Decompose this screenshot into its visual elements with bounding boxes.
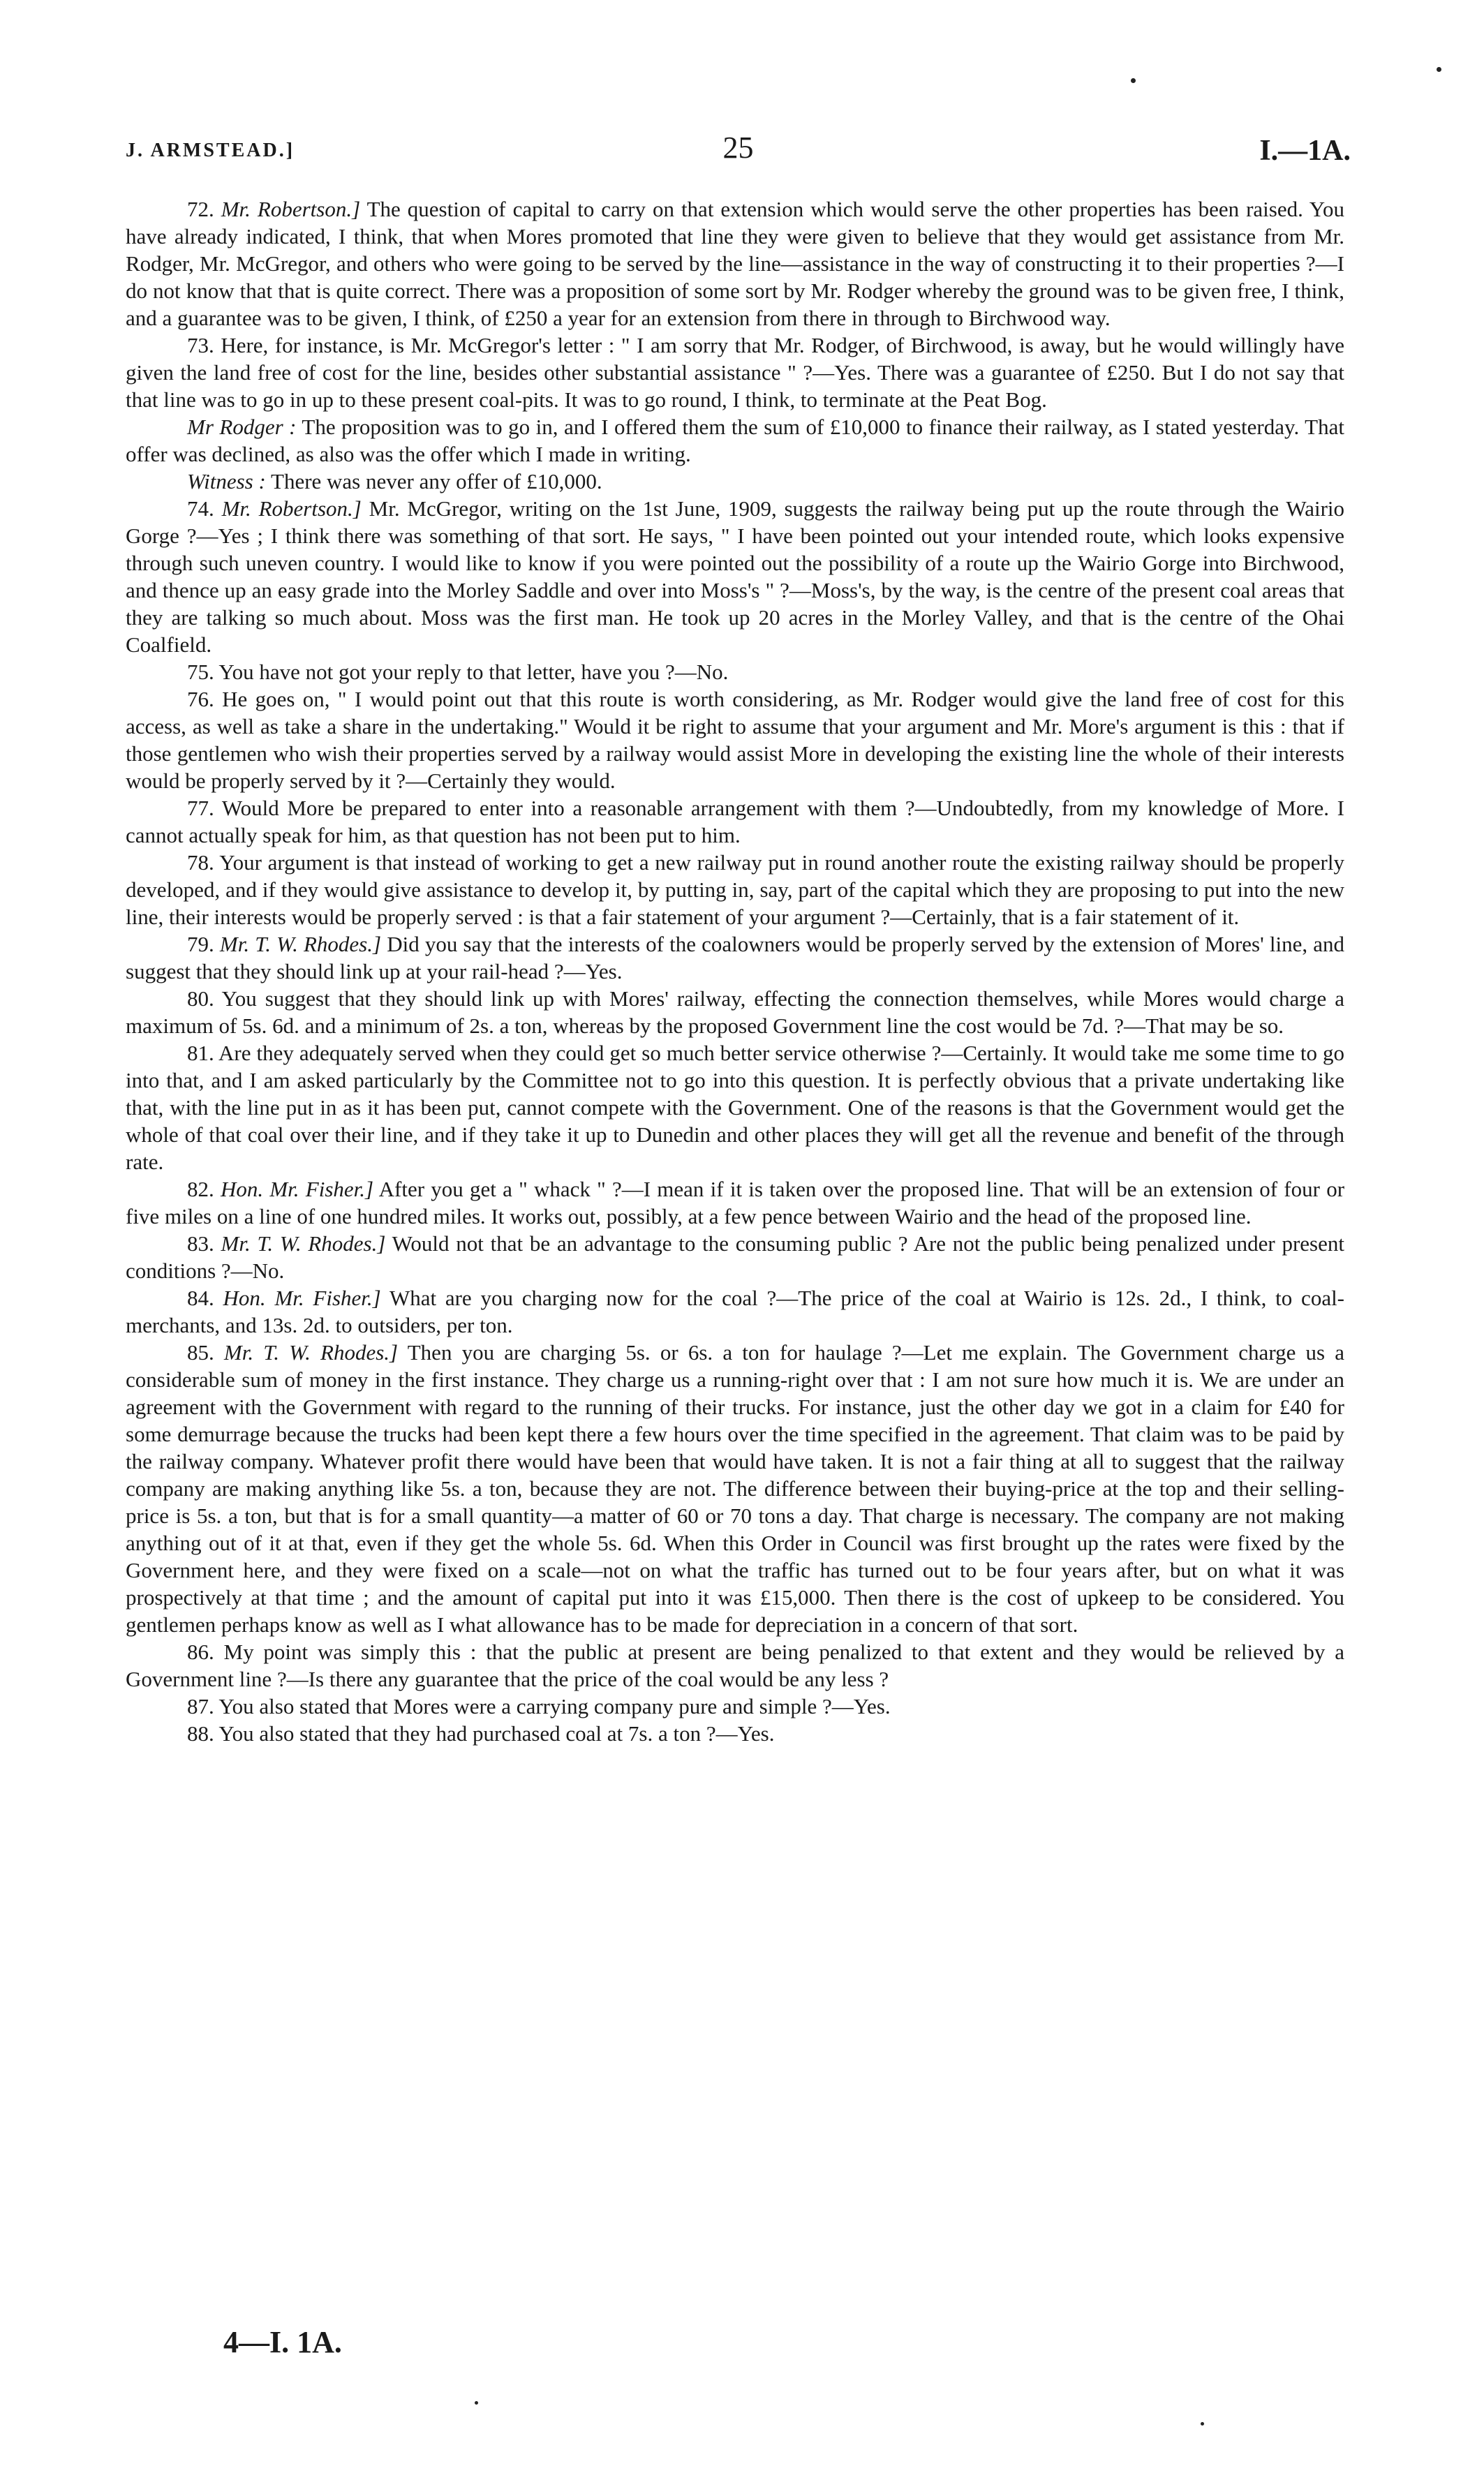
speaker-name: Mr Rodger :: [187, 415, 297, 439]
speck-mark: [1201, 2422, 1204, 2426]
paragraph-text: You suggest that they should link up with Mores' railway, effecting the connection themselves, while Mores would charge a maximum of 5s. 6d. and a minimum of 2s. a ton, whereas by the proposed Government line the cost would be 7d. ?—That may be so.: [126, 986, 1344, 1038]
question-number: 81.: [187, 1041, 214, 1065]
testimony-paragraph: [126, 794, 1344, 849]
paragraph-text: My point was simply this : that the public at present are being penalized to that extent and they would be relieved by a Government line ?—Is there any guarantee that the price of the coal would be any less ?: [126, 1640, 1344, 1691]
testimony-paragraph: [126, 1230, 1344, 1284]
question-number: 85.: [187, 1340, 214, 1365]
signature-mark: 4—I. 1A.: [223, 2325, 342, 2359]
testimony-paragraph: [126, 413, 1344, 468]
paragraph-text: What are you charging now for the coal ?—The price of the coal at Wairio is 12s. 2d., I think, to coal-merchants, and 13s. 2d. to outsiders, per ton.: [126, 1286, 1345, 1337]
speaker-name: Mr. T. W. Rhodes.]: [223, 1340, 399, 1365]
speck-mark: [1437, 67, 1441, 72]
paragraph-text: Then you are charging 5s. or 6s. a ton for haulage ?—Let me explain. The Government charge us a considerable sum of money in the first instance. They charge us a running-right over that : I am not sure how much it is. We are under an agreement with the Government with regard to the running of their trucks. For instance, just the other day we got in a claim for £40 for some demurrage because the trucks had been kept there a few hours over the time specified in the agreement. That claim was to be paid by the railway company. Whatever profit there would have been that would have taken. It is not a fair thing at all to suggest that the railway company are making anything like 5s. a ton, because they are not. The difference between their buying-price at the top and their selling-price is 5s. a ton, but that is for a small quantity—a matter of 60 or 70 tons a day. That charge is necessary. The company are not making anything out of it at that, even if they get the whole 5s. 6d. When this Order in Council was first brought up the rates were fixed by the Government here, and they were fixed on a scale—not on what the traffic has turned out to be four years after, but on what it was prospectively at that time ; and the amount of capital put into it was £15,000. Then there is the cost of upkeep to be considered. You gentlemen perhaps know as well as I what allowance has to be made for depreciation in a concern of that sort.: [126, 1340, 1345, 1637]
paragraph-text: Would not that be an advantage to the consuming public ? Are not the public being penalized under present conditions ?—No.: [126, 1231, 1344, 1283]
testimony-paragraph: [126, 658, 1344, 685]
paper-reference: I.—1A.: [1259, 135, 1351, 167]
speaker-name: Hon. Mr. Fisher.]: [220, 1177, 374, 1201]
question-number: 88.: [187, 1721, 214, 1746]
question-number: 84.: [187, 1286, 214, 1310]
speaker-name: Mr. T. W. Rhodes.]: [219, 932, 382, 956]
testimony-paragraph: [126, 1284, 1344, 1339]
speaker-name: Mr. Robertson.]: [221, 197, 361, 221]
question-number: 78.: [187, 850, 214, 875]
question-number: 75.: [187, 660, 214, 684]
paragraph-text: Would More be prepared to enter into a reasonable arrangement with them ?—Undoubtedly, from my knowledge of More. I cannot actually speak for him, as that question has not been put to him.: [126, 796, 1344, 847]
question-number: 82.: [187, 1177, 214, 1201]
question-number: 74.: [187, 496, 214, 521]
question-number: 79.: [187, 932, 214, 956]
speck-mark: [475, 2401, 478, 2405]
page-header: [126, 130, 1351, 172]
paragraph-text: After you get a " whack " ?—I mean if it is taken over the proposed line. That will be an extension of four or five miles on a line of one hundred miles. It works out, possibly, at a few pence between Wairio and the head of the proposed line.: [126, 1177, 1345, 1228]
testimony-paragraph: [126, 1039, 1344, 1175]
speaker-name: Hon. Mr. Fisher.]: [223, 1286, 381, 1310]
testimony-paragraph: [126, 985, 1344, 1039]
speaker-name: Witness :: [187, 469, 266, 493]
question-number: 83.: [187, 1231, 214, 1256]
testimony-paragraph: [126, 195, 1344, 332]
testimony-paragraph: [126, 1693, 1344, 1720]
question-number: 73.: [187, 333, 214, 357]
paragraph-text: You have not got your reply to that letter, have you ?—No.: [214, 660, 729, 684]
testimony-paragraph: [126, 849, 1344, 930]
witness-name: J. ARMSTEAD.]: [126, 140, 295, 161]
page-number: 25: [722, 131, 754, 165]
paragraph-text: Your argument is that instead of working to get a new railway put in round another route the existing railway should be properly developed, and if they would give assistance to develop it, by putting in, say, part of the capital which they are proposing to put into the new line, their interests would be properly served : is that a fair statement of your argument ?—Certainly, that is a fair statement of it.: [126, 850, 1344, 929]
testimony-paragraph: [126, 1175, 1344, 1230]
paragraph-text: Mr. McGregor, writing on the 1st June, 1909, suggests the railway being put up the route through the Wairio Gorge ?—Yes ; I think there was something of that sort. He says, " I have been pointed out your intended route, which looks expensive through such uneven country. I would like to know if you were pointed out the possibility of a route up the Wairio Gorge into Birchwood, and thence up an easy grade into the Morley Saddle and over into Moss's " ?—Moss's, by the way, is the centre of the present coal areas that they are talking so much about. Moss was the first man. He took up 20 acres in the Morley Valley, and that is the centre of the Ohai Coalfield.: [126, 496, 1344, 657]
testimony-paragraph: [126, 930, 1344, 985]
question-number: 77.: [187, 796, 214, 820]
testimony-paragraph: [126, 468, 1344, 495]
question-number: 76.: [187, 687, 214, 711]
paragraph-text: He goes on, " I would point out that this route is worth considering, as Mr. Rodger would give the land free of cost for this access, as well as take a share in the undertaking." Would it be right to assume that your argument and Mr. More's argument is this : that if those gentlemen who wish their properties served by a railway would assist More in developing the existing line the whole of their interests would be properly served by it ?—Certainly they would.: [126, 687, 1344, 793]
speck-mark: [1131, 78, 1136, 83]
testimony-paragraph: [126, 1638, 1344, 1693]
question-number: 86.: [187, 1640, 214, 1664]
paragraph-text: You also stated that they had purchased coal at 7s. a ton ?—Yes.: [214, 1721, 775, 1746]
testimony-paragraph: [126, 332, 1344, 413]
speaker-name: Mr. T. W. Rhodes.]: [221, 1231, 386, 1256]
testimony-paragraph: [126, 1720, 1344, 1747]
speaker-name: Mr. Robertson.]: [221, 496, 362, 521]
question-number: 72.: [187, 197, 214, 221]
testimony-paragraph: [126, 1339, 1344, 1638]
question-number: 87.: [187, 1694, 214, 1718]
testimony-paragraph: [126, 495, 1344, 658]
paragraph-text: The proposition was to go in, and I offered them the sum of £10,000 to finance their railway, as I stated yesterday. That offer was declined, as also was the offer which I made in writing.: [126, 415, 1344, 466]
paragraph-text: The question of capital to carry on that extension which would serve the other properties has been raised. You have already indicated, I think, that when Mores promoted that line they were given to believe that they would get assistance from Mr. Rodger, Mr. McGregor, and others who were going to be served by the line—assistance in the way of constructing it to their properties ?—I do not know that that is quite correct. There was a proposition of some sort by Mr. Rodger whereby the ground was to be given free, I think, and a guarantee was to be given, I think, of £250 a year for an extension from there in through to Birchwood way.: [126, 197, 1344, 330]
testimony-body: [126, 195, 1344, 1747]
paragraph-text: There was never any offer of £10,000.: [265, 469, 602, 493]
paragraph-text: Here, for instance, is Mr. McGregor's letter : " I am sorry that Mr. Rodger, of Birchwood, is away, but he would willingly have given the land free of cost for the line, besides other substantial assistance " ?—Yes. There was a guarantee of £250. But I do not say that that line was to go in up to these present coal-pits. It was to go round, I think, to terminate at the Peat Bog.: [126, 333, 1344, 412]
paragraph-text: Did you say that the interests of the coalowners would be properly served by the extension of Mores' line, and suggest that they should link up at your rail-head ?—Yes.: [126, 932, 1345, 983]
question-number: 80.: [187, 986, 214, 1011]
testimony-paragraph: [126, 685, 1344, 794]
paragraph-text: Are they adequately served when they could get so much better service otherwise ?—Certainly. It would take me some time to go into that, and I am asked particularly by the Committee not to go into this question. It is perfectly obvious that a private undertaking like that, with the line put in as it has been put, cannot compete with the Government. One of the reasons is that the Government would get the whole of that coal over their line, and if they take it up to Dunedin and other places they will get all the revenue and benefit of the through rate.: [126, 1041, 1344, 1174]
paragraph-text: You also stated that Mores were a carrying company pure and simple ?—Yes.: [214, 1694, 891, 1718]
